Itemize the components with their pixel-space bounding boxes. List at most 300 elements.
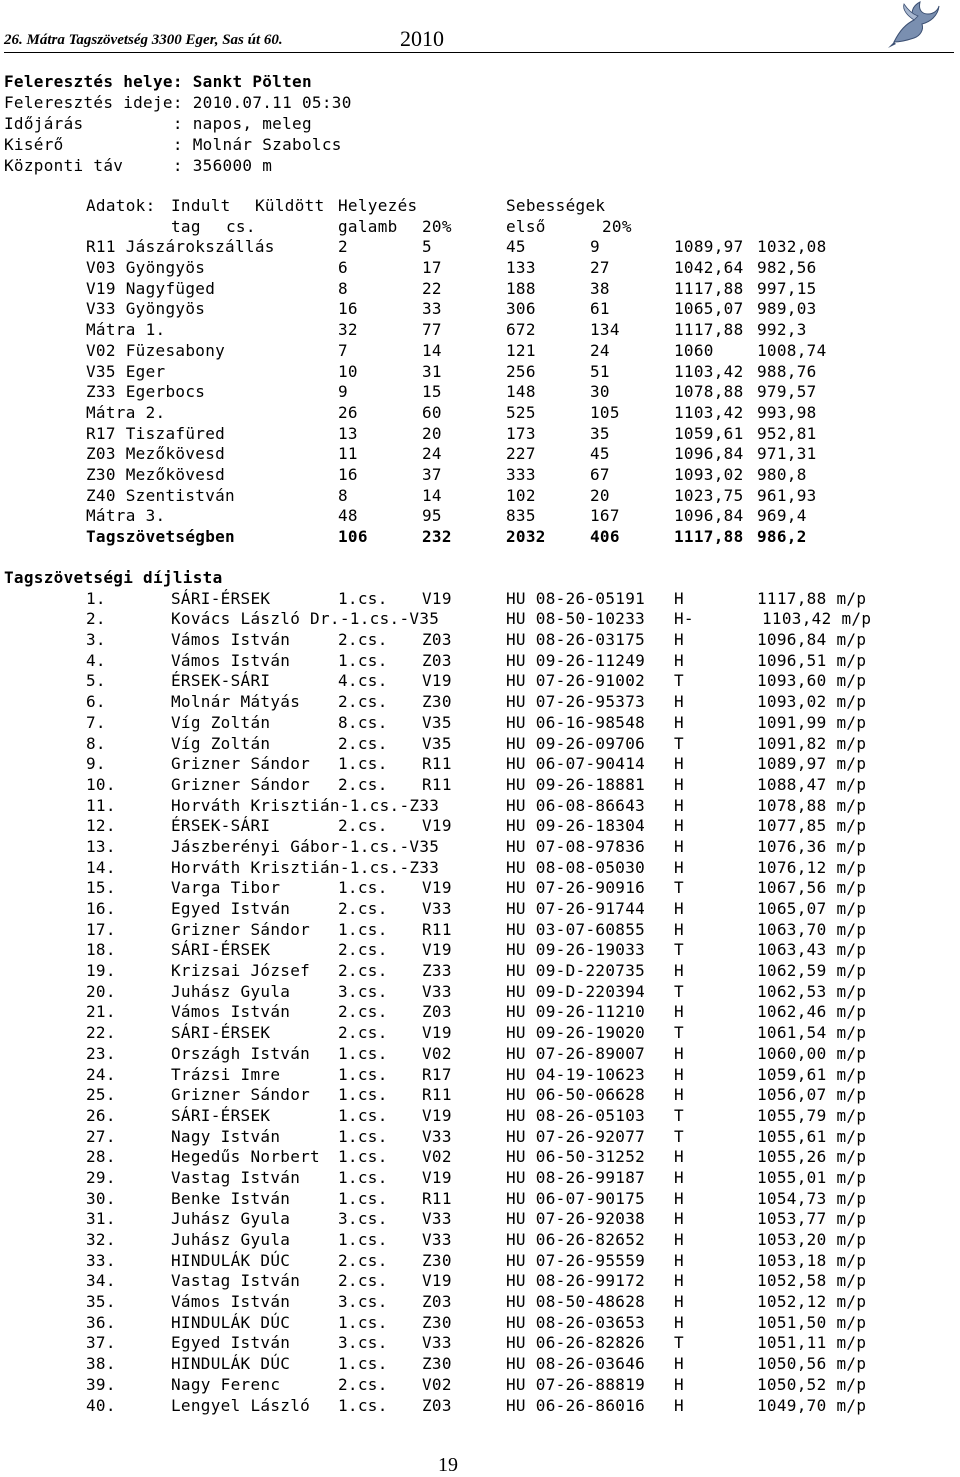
prize-cell: SÁRI-ÉRSEK: [171, 1023, 271, 1043]
stats-header-cell: galamb: [338, 216, 398, 236]
prize-cell: 1062,46 m/p: [757, 1002, 867, 1022]
prize-cell: HINDULÁK DÚC: [171, 1250, 291, 1270]
prize-row: [0, 982, 960, 1003]
prize-cell: V19: [422, 671, 452, 691]
prize-cell: 3.: [86, 630, 106, 650]
prize-row: [0, 1230, 960, 1251]
prize-cell: R11: [422, 774, 452, 794]
prize-cell: H: [674, 712, 684, 732]
prize-row: [0, 1396, 960, 1417]
prize-cell: Horváth Krisztián-1.cs.-Z33: [171, 857, 440, 877]
stats-header-cell: 20%: [602, 216, 632, 236]
prize-row: [0, 775, 960, 796]
info-line: Központi táv : 356000 m: [4, 156, 273, 175]
prize-row: [0, 961, 960, 982]
dove-logo-icon: [884, 0, 940, 50]
stats-cell: 997,15: [757, 278, 817, 298]
stats-cell: Mátra 2.: [86, 402, 166, 422]
prize-cell: 18.: [86, 940, 116, 960]
prize-cell: 20.: [86, 981, 116, 1001]
stats-cell: Mátra 1.: [86, 320, 166, 340]
prize-cell: 1065,07 m/p: [757, 899, 867, 918]
prize-cell: 16.: [86, 899, 116, 918]
prize-row: [0, 1189, 960, 1210]
prize-cell: 2.cs.: [338, 774, 388, 794]
stats-row: [0, 299, 960, 320]
stats-cell: 133: [506, 258, 536, 278]
stats-cell: V33 Gyöngyös: [86, 299, 206, 319]
stats-row: [0, 258, 960, 279]
prize-cell: HU 09-26-19033: [506, 940, 646, 960]
stats-header-cell: Indult: [171, 196, 231, 215]
prize-cell: HU 07-26-92077: [506, 1126, 646, 1146]
stats-cell: 2032: [506, 527, 546, 546]
prize-cell: 1.cs.: [338, 1395, 388, 1415]
prize-cell: HU 07-26-92038: [506, 1209, 646, 1229]
stats-cell: 1008,74: [757, 340, 827, 360]
stats-header-cell: Adatok:: [86, 196, 156, 215]
prize-cell: HU 09-26-09706: [506, 733, 646, 753]
prize-cell: 2.cs.: [338, 1374, 388, 1394]
stats-cell: V35 Eger: [86, 361, 166, 381]
stats-header-row: [0, 196, 960, 217]
prize-cell: Grizner Sándor: [171, 1085, 311, 1105]
prize-cell: 1053,77 m/p: [757, 1209, 867, 1229]
prize-cell: 1.cs.: [338, 650, 388, 670]
prize-cell: Lengyel László: [171, 1395, 311, 1415]
prize-cell: 1.cs.: [338, 1064, 388, 1084]
stats-cell: 33: [422, 299, 442, 319]
prize-cell: T: [674, 940, 684, 960]
stats-cell: 188: [506, 278, 536, 298]
prize-cell: H: [674, 1271, 684, 1291]
prize-cell: Vastag István: [171, 1167, 301, 1187]
prize-cell: HU 06-16-98548: [506, 712, 646, 732]
prize-cell: H: [674, 692, 684, 712]
prize-cell: HU 08-26-05103: [506, 1105, 646, 1125]
prize-cell: V33: [422, 1333, 452, 1353]
prize-cell: 2.cs.: [338, 733, 388, 753]
prize-cell: 14.: [86, 857, 116, 877]
stats-cell: R17 Tiszafüred: [86, 423, 226, 443]
prize-cell: H: [674, 1230, 684, 1249]
prize-cell: 15.: [86, 878, 116, 898]
prize-row: [0, 734, 960, 755]
prize-cell: 33.: [86, 1250, 116, 1270]
prize-cell: V19: [422, 1023, 452, 1043]
prize-row: [0, 1209, 960, 1230]
prize-cell: H: [674, 857, 684, 877]
prize-cell: 1076,12 m/p: [757, 857, 867, 877]
prize-row: [0, 1333, 960, 1354]
prize-cell: H: [674, 774, 684, 794]
stats-cell: 2: [338, 237, 348, 257]
prize-row: [0, 589, 960, 610]
prize-cell: 1076,36 m/p: [757, 836, 867, 856]
stats-cell: Z33 Egerbocs: [86, 382, 206, 402]
prize-cell: 9.: [86, 754, 106, 774]
stats-cell: 6: [338, 258, 348, 278]
stats-cell: 5: [422, 237, 432, 257]
prize-row: [0, 1065, 960, 1086]
prize-cell: 1053,18 m/p: [757, 1250, 867, 1270]
prize-cell: HU 09-D-220394: [506, 981, 646, 1001]
stats-cell: 173: [506, 423, 536, 443]
stats-cell: 333: [506, 464, 536, 484]
prize-cell: Molnár Mátyás: [171, 692, 301, 712]
prize-cell: Trázsi Imre: [171, 1064, 281, 1084]
stats-cell: 20: [422, 423, 442, 443]
prize-cell: HINDULÁK DÚC: [171, 1354, 291, 1374]
stats-cell: 1023,75: [674, 485, 744, 505]
prize-title: [0, 568, 960, 589]
stats-cell: 1103,42: [674, 402, 744, 422]
prize-cell: V33: [422, 899, 452, 918]
prize-row: [0, 692, 960, 713]
prize-cell: H: [674, 1043, 684, 1063]
prize-row: [0, 651, 960, 672]
prize-row: [0, 837, 960, 858]
prize-row: [0, 878, 960, 899]
prize-cell: SÁRI-ÉRSEK: [171, 940, 271, 960]
stats-cell: 1032,08: [757, 237, 827, 257]
prize-cell: 1077,85 m/p: [757, 816, 867, 836]
stats-cell: 993,98: [757, 402, 817, 422]
prize-cell: Juhász Gyula: [171, 1230, 291, 1249]
prize-row: [0, 816, 960, 837]
prize-cell: H: [674, 961, 684, 981]
prize-cell: 35.: [86, 1292, 116, 1312]
prize-cell: 1.cs.: [338, 754, 388, 774]
prize-row: [0, 940, 960, 961]
prize-cell: 31.: [86, 1209, 116, 1229]
prize-cell: 1051,50 m/p: [757, 1312, 867, 1332]
prize-cell: Z03: [422, 1292, 452, 1312]
prize-cell: Víg Zoltán: [171, 712, 271, 732]
prize-cell: T: [674, 1126, 684, 1146]
prize-cell: V33: [422, 1126, 452, 1146]
prize-cell: 1089,97 m/p: [757, 754, 867, 774]
prize-cell: 2.cs.: [338, 940, 388, 960]
prize-cell: Juhász Gyula: [171, 1209, 291, 1229]
prize-cell: Varga Tibor: [171, 878, 281, 898]
prize-cell: H: [674, 919, 684, 939]
stats-cell: Z03 Mezőkövesd: [86, 444, 226, 464]
prize-cell: T: [674, 1023, 684, 1043]
stats-cell: 45: [590, 444, 610, 464]
prize-cell: V02: [422, 1147, 452, 1167]
prize-cell: 4.cs.: [338, 671, 388, 691]
prize-cell: 3.cs.: [338, 1333, 388, 1353]
stats-cell: 406: [590, 527, 620, 546]
prize-cell: 1063,70 m/p: [757, 919, 867, 939]
prize-cell: Vámos István: [171, 630, 291, 650]
stats-row: [0, 362, 960, 383]
prize-cell: ÉRSEK-SÁRI: [171, 671, 271, 691]
prize-cell: HU 08-50-10233: [506, 609, 646, 629]
prize-cell: 1088,47 m/p: [757, 774, 867, 794]
prize-cell: 1.cs.: [338, 1188, 388, 1208]
stats-cell: 10: [338, 361, 358, 381]
prize-cell: Kovács László Dr.-1.cs.-V35: [171, 609, 440, 629]
prize-cell: HU 08-26-99187: [506, 1167, 646, 1187]
prize-cell: 1.cs.: [338, 878, 388, 898]
prize-cell: 1093,60 m/p: [757, 671, 867, 691]
prize-cell: HU 09-26-18881: [506, 774, 646, 794]
prize-cell: 10.: [86, 774, 116, 794]
stats-cell: V02 Füzesabony: [86, 340, 226, 360]
stats-cell: 77: [422, 320, 442, 340]
prize-cell: T: [674, 981, 684, 1001]
prize-cell: 4.: [86, 650, 106, 670]
prize-row: [0, 671, 960, 692]
prize-cell: HU 07-26-95559: [506, 1250, 646, 1270]
prize-cell: HU 08-50-48628: [506, 1292, 646, 1312]
prize-cell: Vámos István: [171, 650, 291, 670]
stats-cell: 9: [338, 382, 348, 402]
prize-cell: T: [674, 878, 684, 898]
prize-row: [0, 796, 960, 817]
prize-cell: 32.: [86, 1230, 116, 1249]
prize-cell: H: [674, 899, 684, 918]
prize-row: [0, 609, 960, 630]
prize-cell: HU 07-26-88819: [506, 1374, 646, 1394]
prize-cell: Juhász Gyula: [171, 981, 291, 1001]
prize-cell: HU 07-26-91002: [506, 671, 646, 691]
stats-cell: 14: [422, 485, 442, 505]
prize-cell: Z33: [422, 961, 452, 981]
prize-cell: 1.cs.: [338, 919, 388, 939]
prize-cell: H: [674, 754, 684, 774]
prize-row: [0, 1292, 960, 1313]
prize-row: [0, 1147, 960, 1168]
stats-cell: 102: [506, 485, 536, 505]
prize-cell: HU 08-26-05191: [506, 588, 646, 608]
prize-cell: Horváth Krisztián-1.cs.-Z33: [171, 795, 440, 815]
prize-cell: 1.cs.: [338, 1126, 388, 1146]
stats-cell: 969,4: [757, 506, 807, 526]
prize-cell: HU 06-08-86643: [506, 795, 646, 815]
prize-cell: Z30: [422, 1312, 452, 1332]
prize-cell: Vámos István: [171, 1002, 291, 1022]
stats-cell: 11: [338, 444, 358, 464]
prize-cell: Krizsai József: [171, 961, 311, 981]
stats-cell: 1096,84: [674, 506, 744, 526]
prize-cell: 1.cs.: [338, 1312, 388, 1332]
stats-cell: 22: [422, 278, 442, 298]
prize-cell: Z03: [422, 1395, 452, 1415]
prize-cell: HU 04-19-10623: [506, 1064, 646, 1084]
prize-cell: 2.cs.: [338, 1023, 388, 1043]
prize-cell: H: [674, 630, 684, 650]
stats-cell: 1096,84: [674, 444, 744, 464]
prize-cell: 8.cs.: [338, 712, 388, 732]
prize-cell: 1049,70 m/p: [757, 1395, 867, 1415]
prize-cell: HINDULÁK DÚC: [171, 1312, 291, 1332]
prize-cell: 1067,56 m/p: [757, 878, 867, 898]
stats-cell: 8: [338, 278, 348, 298]
stats-row: [0, 403, 960, 424]
stats-cell: 27: [590, 258, 610, 278]
prize-cell: Vastag István: [171, 1271, 301, 1291]
prize-row: [0, 1085, 960, 1106]
prize-cell: 1096,51 m/p: [757, 650, 867, 670]
prize-row: [0, 1023, 960, 1044]
stats-cell: 989,03: [757, 299, 817, 319]
stats-row: [0, 465, 960, 486]
stats-row: [0, 424, 960, 445]
stats-header-cell: Helyezés: [338, 196, 418, 215]
prize-cell: Grizner Sándor: [171, 919, 311, 939]
prize-row: [0, 1271, 960, 1292]
prize-title-text: Tagszövetségi díjlista: [4, 568, 223, 587]
prize-cell: V35: [422, 712, 452, 732]
stats-cell: 1117,88: [674, 527, 744, 546]
stats-cell: 45: [506, 237, 526, 257]
prize-cell: 5.: [86, 671, 106, 691]
prize-cell: H: [674, 650, 684, 670]
prize-cell: V33: [422, 981, 452, 1001]
stats-cell: 17: [422, 258, 442, 278]
prize-cell: T: [674, 671, 684, 691]
stats-header-cell: első: [506, 216, 546, 236]
stats-cell: Z30 Mezőkövesd: [86, 464, 226, 484]
stats-cell: 134: [590, 320, 620, 340]
prize-cell: HU 06-50-06628: [506, 1085, 646, 1105]
prize-cell: 23.: [86, 1043, 116, 1063]
stats-row: [0, 237, 960, 258]
prize-row: [0, 1251, 960, 1272]
prize-cell: V35: [422, 733, 452, 753]
prize-cell: H: [674, 1292, 684, 1312]
prize-cell: H: [674, 1250, 684, 1270]
prize-cell: H-: [674, 609, 694, 629]
prize-cell: Egyed István: [171, 899, 291, 918]
prize-cell: 2.cs.: [338, 630, 388, 650]
prize-cell: 1.cs.: [338, 1105, 388, 1125]
prize-cell: 1056,07 m/p: [757, 1085, 867, 1105]
prize-cell: SÁRI-ÉRSEK: [171, 1105, 271, 1125]
stats-header-cell: Küldött: [255, 196, 325, 215]
prize-cell: Z30: [422, 692, 452, 712]
prize-cell: 6.: [86, 692, 106, 712]
prize-cell: V19: [422, 1167, 452, 1187]
prize-cell: 7.: [86, 712, 106, 732]
stats-cell: V19 Nagyfüged: [86, 278, 216, 298]
prize-row: [0, 858, 960, 879]
prize-row: [0, 1044, 960, 1065]
prize-cell: V19: [422, 1105, 452, 1125]
prize-cell: Z30: [422, 1354, 452, 1374]
prize-cell: Z03: [422, 1002, 452, 1022]
stats-header-row: [0, 217, 960, 238]
prize-cell: R11: [422, 1085, 452, 1105]
stats-cell: 227: [506, 444, 536, 464]
stats-cell: 1059,61: [674, 423, 744, 443]
stats-cell: 1042,64: [674, 258, 744, 278]
prize-cell: R17: [422, 1064, 452, 1084]
prize-cell: H: [674, 1209, 684, 1229]
stats-cell: 51: [590, 361, 610, 381]
prize-row: [0, 1354, 960, 1375]
prize-row: [0, 1127, 960, 1148]
prize-cell: 1096,84 m/p: [757, 630, 867, 650]
prize-cell: V02: [422, 1043, 452, 1063]
prize-cell: HU 09-26-11249: [506, 650, 646, 670]
stats-cell: 48: [338, 506, 358, 526]
prize-cell: 1050,56 m/p: [757, 1354, 867, 1374]
stats-cell: 30: [590, 382, 610, 402]
stats-cell: 988,76: [757, 361, 817, 381]
statistics-table: [0, 196, 960, 548]
prize-cell: Z03: [422, 630, 452, 650]
prize-cell: H: [674, 1167, 684, 1187]
stats-row: [0, 382, 960, 403]
prize-cell: V33: [422, 1209, 452, 1229]
prize-cell: 38.: [86, 1354, 116, 1374]
stats-cell: 20: [590, 485, 610, 505]
prize-cell: 22.: [86, 1023, 116, 1043]
prize-cell: Vámos István: [171, 1292, 291, 1312]
stats-cell: V03 Gyöngyös: [86, 258, 206, 278]
prize-cell: HU 03-07-60855: [506, 919, 646, 939]
prize-cell: 1051,11 m/p: [757, 1333, 867, 1353]
prize-cell: 24.: [86, 1064, 116, 1084]
prize-cell: H: [674, 1085, 684, 1105]
stats-cell: 9: [590, 237, 600, 257]
info-line: Feleresztés ideje: 2010.07.11 05:30: [4, 93, 352, 112]
prize-cell: HU 07-08-97836: [506, 836, 646, 856]
prize-row: [0, 899, 960, 920]
prize-cell: HU 09-D-220735: [506, 961, 646, 981]
header-year: 2010: [400, 26, 444, 51]
stats-cell: 672: [506, 320, 536, 340]
stats-cell: 232: [422, 527, 452, 546]
stats-cell: Tagszövetségben: [86, 527, 235, 546]
prize-cell: H: [674, 1188, 684, 1208]
stats-cell: 1093,02: [674, 464, 744, 484]
stats-row: [0, 341, 960, 362]
stats-row: [0, 444, 960, 465]
prize-cell: HU 07-26-95373: [506, 692, 646, 712]
stats-cell: 16: [338, 299, 358, 319]
stats-cell: 980,8: [757, 464, 807, 484]
stats-header-cell: tag: [171, 216, 201, 236]
prize-cell: H: [674, 1002, 684, 1022]
prize-cell: 1055,01 m/p: [757, 1167, 867, 1187]
stats-cell: 982,56: [757, 258, 817, 278]
prize-cell: T: [674, 733, 684, 753]
stats-cell: 167: [590, 506, 620, 526]
stats-cell: 835: [506, 506, 536, 526]
prize-cell: 2.cs.: [338, 1002, 388, 1022]
prize-cell: 1062,53 m/p: [757, 981, 867, 1001]
stats-cell: 15: [422, 382, 442, 402]
prize-cell: HU 06-50-31252: [506, 1147, 646, 1167]
prize-cell: V19: [422, 816, 452, 836]
prize-cell: HU 08-26-03653: [506, 1312, 646, 1332]
prize-cell: R11: [422, 754, 452, 774]
prize-cell: 2.cs.: [338, 1271, 388, 1291]
prize-cell: V19: [422, 940, 452, 960]
stats-cell: Z40 Szentistván: [86, 485, 235, 505]
stats-cell: 1065,07: [674, 299, 744, 319]
prize-row: [0, 1168, 960, 1189]
prize-cell: 1053,20 m/p: [757, 1230, 867, 1249]
stats-cell: 61: [590, 299, 610, 319]
page-number: 19: [438, 1454, 458, 1476]
race-title: 26. Mátra Tagszövetség 3300 Eger, Sas út 60.: [4, 32, 283, 48]
